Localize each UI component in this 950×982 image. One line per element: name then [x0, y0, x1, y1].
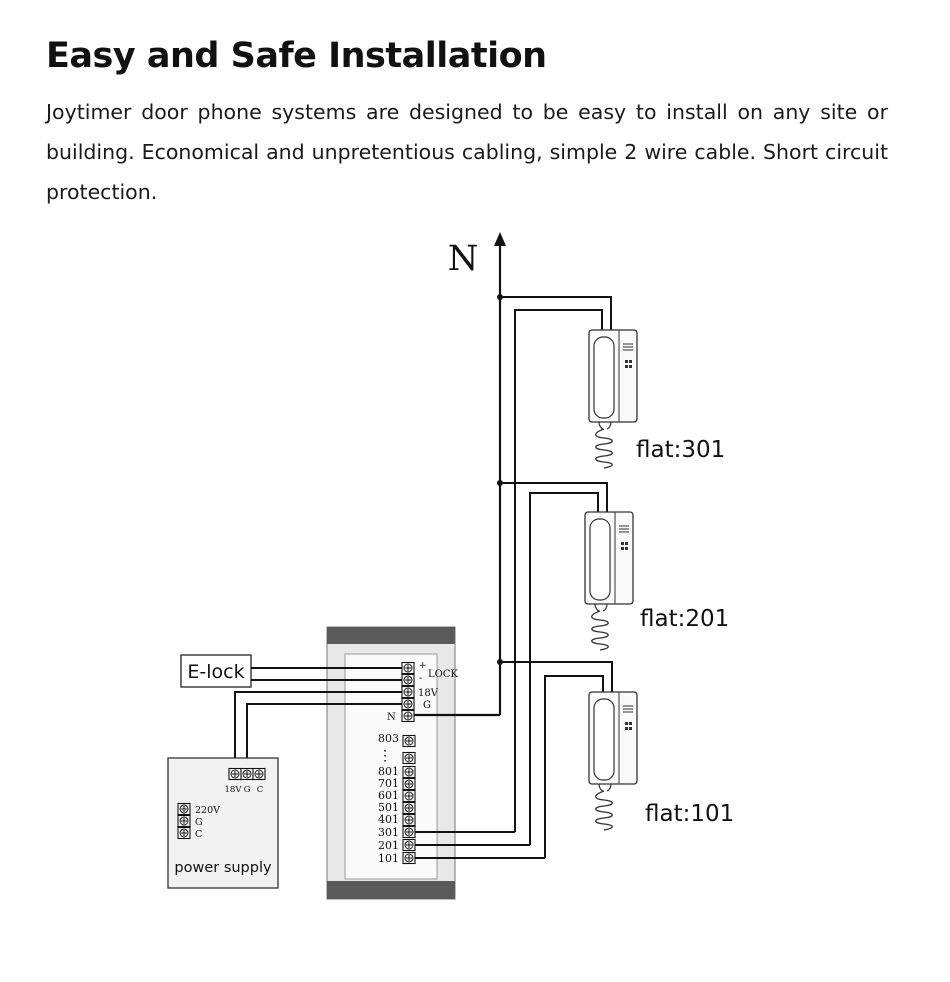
terminal-301-label: 301	[378, 826, 399, 839]
ps-18v-label: 18V	[224, 785, 242, 795]
terminal-803-label: 803	[378, 732, 399, 745]
page-title: Easy and Safe Installation	[46, 36, 547, 76]
page-description: Joytimer door phone systems are designed to be easy to install on any site or building. Economical and unpretentious cabling, simple 2 wire cable. Short circuit protection.	[46, 100, 888, 204]
terminal-601-label: 601	[378, 789, 399, 802]
bus-label: N	[447, 239, 479, 279]
flat-label-201: flat:201	[640, 606, 730, 632]
terminal-701-label: 701	[378, 777, 399, 790]
terminal-501-label: 501	[378, 801, 399, 814]
e-lock-label: E-lock	[187, 661, 245, 683]
terminal-n-label: N	[387, 712, 396, 723]
ps-g-label: G	[243, 785, 251, 795]
terminal-401-label: 401	[378, 813, 399, 826]
terminal-18v-label: 18V	[418, 688, 438, 699]
terminal-g-label: G	[423, 700, 431, 711]
flat-label-101: flat:101	[645, 801, 735, 827]
power-supply-top-terminals	[229, 769, 265, 780]
bus-line-n	[494, 232, 506, 715]
ps-input-c-label: C	[195, 829, 203, 840]
terminal-201-label: 201	[378, 839, 399, 852]
power-supply-label: power supply	[174, 860, 272, 876]
apartment-terminals	[403, 736, 415, 864]
panel-top-terminals	[402, 663, 414, 722]
indoor-phone-201	[585, 512, 633, 650]
terminal-801-label: 801	[378, 765, 399, 778]
ps-220v-label: 220V	[195, 805, 220, 816]
ps-c-label: C	[256, 785, 264, 795]
indoor-phone-101	[589, 692, 637, 830]
terminal-ellipsis: ⋮	[378, 748, 392, 764]
terminal-lock-label: LOCK	[428, 669, 458, 680]
terminal-minus-label: -	[419, 673, 423, 684]
flat-label-301: flat:301	[636, 437, 726, 463]
indoor-phone-301	[589, 330, 637, 468]
terminal-101-label: 101	[378, 852, 399, 865]
ps-input-g-label: G	[195, 817, 203, 828]
terminal-plus-label: +	[419, 661, 427, 671]
power-supply-input-terminals	[178, 804, 190, 839]
